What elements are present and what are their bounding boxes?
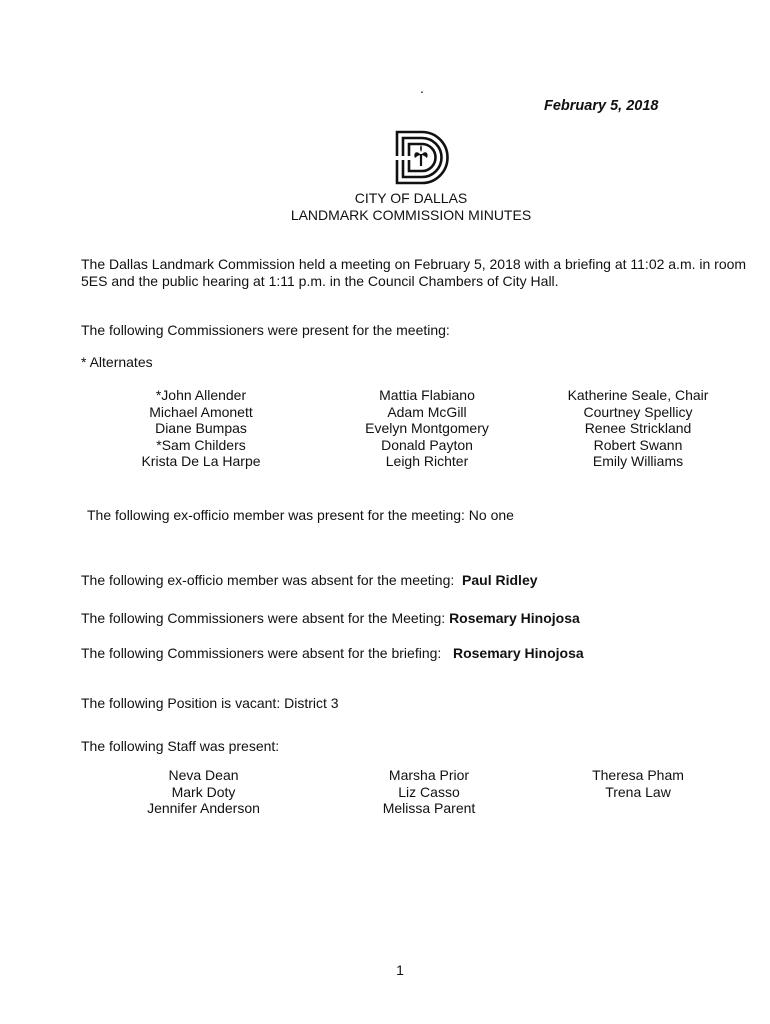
staff-name: Trena Law bbox=[605, 783, 671, 800]
intro-paragraph bbox=[81, 256, 746, 289]
alternates-note: * Alternates bbox=[81, 354, 153, 370]
staff-column-2 bbox=[370, 767, 488, 817]
staff-column-1 bbox=[141, 767, 266, 817]
commissioner-name: Renee Strickland bbox=[584, 420, 692, 437]
org-name: CITY OF DALLAS bbox=[354, 190, 468, 206]
commissioner-name: Donald Payton bbox=[381, 436, 473, 453]
commissioner-name: Robert Swann bbox=[593, 436, 683, 453]
absent-meeting-text: The following Commissioners were absent for the Meeting: bbox=[81, 610, 446, 626]
document-heading bbox=[0, 190, 770, 224]
vacant-position-line: The following Position is vacant: District 3 bbox=[81, 695, 339, 711]
commissioners-column-1 bbox=[141, 387, 261, 470]
staff-heading: The following Staff was present: bbox=[81, 738, 280, 754]
intro-line-2: 5ES and the public hearing at 1:11 p.m. in the Council Chambers of City Hall. bbox=[81, 272, 559, 289]
exofficio-absent-line bbox=[81, 572, 538, 588]
staff-name: Liz Casso bbox=[398, 783, 460, 800]
absent-briefing-name: Rosemary Hinojosa bbox=[452, 645, 584, 661]
absent-briefing-text: The following Commissioners were absent for the briefing: bbox=[81, 645, 442, 661]
staff-name: Theresa Pham bbox=[592, 767, 684, 783]
commissioner-name: *Sam Childers bbox=[156, 436, 246, 453]
exofficio-absent-name: Paul Ridley bbox=[462, 572, 538, 588]
absent-briefing-line bbox=[81, 645, 584, 661]
page-number: 1 bbox=[396, 962, 404, 978]
document-title: LANDMARK COMMISSION MINUTES bbox=[290, 207, 532, 223]
commissioner-name: Evelyn Montgomery bbox=[365, 420, 489, 437]
commissioner-name: *John Allender bbox=[155, 387, 247, 403]
staff-name: Neva Dean bbox=[168, 767, 239, 783]
commissioner-name: Leigh Richter bbox=[385, 453, 469, 470]
city-of-dallas-logo bbox=[394, 130, 450, 185]
absent-meeting-name: Rosemary Hinojosa bbox=[449, 610, 580, 626]
exofficio-present-line: The following ex-officio member was present for the meeting: No one bbox=[87, 507, 514, 523]
commissioner-name: Krista De La Harpe bbox=[141, 453, 261, 470]
absent-meeting-line bbox=[81, 610, 580, 626]
commissioners-column-3 bbox=[563, 387, 713, 470]
meeting-date: February 5, 2018 bbox=[544, 98, 659, 114]
commissioners-column-2 bbox=[357, 387, 497, 470]
commissioner-name: Diane Bumpas bbox=[155, 420, 247, 437]
staff-name: Mark Doty bbox=[171, 783, 236, 800]
commissioner-name: Mattia Flabiano bbox=[379, 387, 475, 403]
staff-column-3 bbox=[578, 767, 698, 800]
commissioner-name: Katherine Seale, Chair bbox=[567, 387, 709, 403]
present-heading: The following Commissioners were present for the meeting: bbox=[81, 322, 450, 338]
staff-name: Jennifer Anderson bbox=[147, 800, 260, 817]
commissioner-name: Emily Williams bbox=[592, 453, 684, 470]
commissioner-name: Courtney Spellicy bbox=[583, 403, 693, 420]
header-dot: . bbox=[420, 80, 424, 96]
exofficio-absent-text: The following ex-officio member was absent for the meeting: bbox=[81, 572, 455, 588]
commissioner-name: Adam McGill bbox=[387, 403, 467, 420]
intro-line-1: The Dallas Landmark Commission held a meeting on February 5, 2018 with a briefing at 11:02 a.m. in room bbox=[81, 256, 747, 272]
staff-name: Marsha Prior bbox=[388, 767, 470, 783]
staff-name: Melissa Parent bbox=[382, 800, 476, 817]
commissioner-name: Michael Amonett bbox=[149, 403, 253, 420]
